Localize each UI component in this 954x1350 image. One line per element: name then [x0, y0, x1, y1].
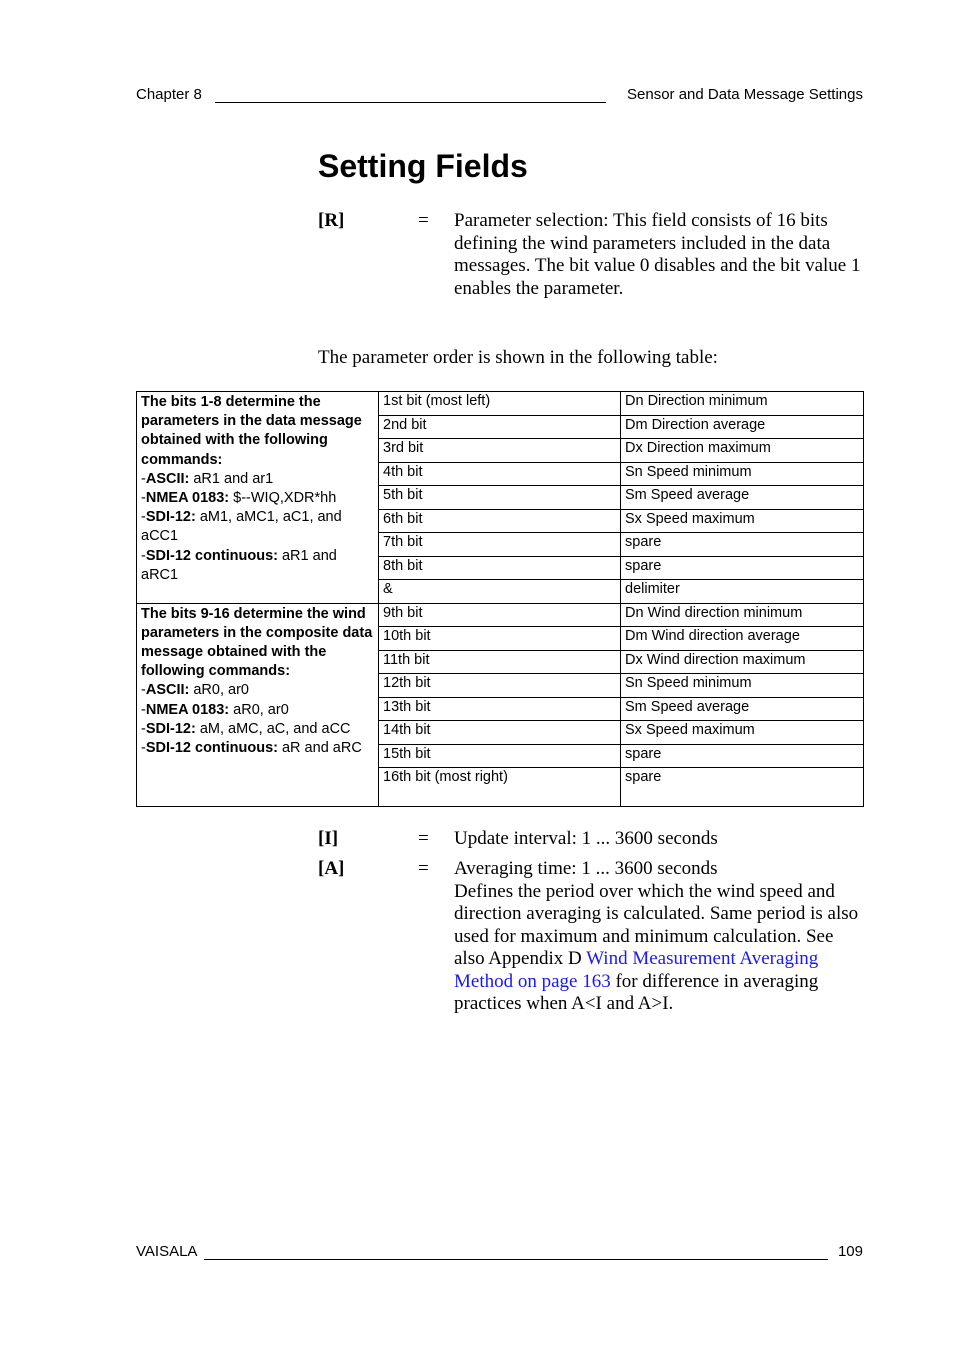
bit-position: 6th bit: [379, 509, 621, 533]
field-i: [318, 828, 863, 852]
chapter-label: Chapter 8: [136, 86, 202, 103]
command-protocol: SDI-12 continuous:: [145, 739, 278, 756]
field-a: [318, 858, 863, 1018]
command-line: -SDI-12 continuous: aR1 and aRC1: [141, 547, 337, 583]
parameter-name: Sx Speed maximum: [621, 721, 864, 745]
bit-position: 14th bit: [379, 721, 621, 745]
field-i-equals: =: [418, 828, 429, 849]
bit-position: 8th bit: [379, 556, 621, 580]
bit-position: 1st bit (most left): [379, 392, 621, 416]
command-values: aR0, ar0: [229, 701, 289, 718]
command-description-group1: [137, 392, 379, 604]
command-line: -SDI-12: aM1, aMC1, aC1, and aCC1: [141, 509, 342, 545]
parameter-name: Dn Wind direction minimum: [621, 603, 864, 627]
command-protocol: SDI-12 continuous:: [145, 547, 278, 564]
parameter-name: spare: [621, 768, 864, 807]
command-protocol: ASCII:: [145, 470, 190, 487]
command-line: -NMEA 0183: aR0, ar0: [141, 701, 289, 718]
bit-position: 12th bit: [379, 674, 621, 698]
command-line: -SDI-12: aM, aMC, aC, and aCC: [141, 720, 351, 737]
parameter-name: delimiter: [621, 580, 864, 604]
table-row: [137, 603, 864, 627]
field-a-key: [A]: [318, 858, 345, 879]
bit-position: &: [379, 580, 621, 604]
command-protocol: NMEA 0183:: [145, 490, 230, 507]
parameter-name: spare: [621, 744, 864, 768]
command-protocol: ASCII:: [145, 682, 190, 699]
table-row: [137, 392, 864, 416]
field-i-description: Update interval: 1 ... 3600 seconds: [454, 828, 718, 849]
command-values: aM, aMC, aC, and aCC: [195, 720, 351, 737]
bit-position: 5th bit: [379, 486, 621, 510]
field-a-description: [454, 858, 864, 1016]
command-line: -SDI-12 continuous: aR and aRC: [141, 739, 362, 756]
field-i-key: [I]: [318, 828, 339, 849]
field-a-text-after: for difference in averaging practices when A<I and A>I.: [454, 970, 819, 1014]
parameter-name: Dm Wind direction average: [621, 627, 864, 651]
command-values: aR0, ar0: [189, 682, 249, 699]
table-intro: The parameter order is shown in the following table:: [318, 347, 718, 368]
bit-position: 13th bit: [379, 697, 621, 721]
parameter-name: spare: [621, 533, 864, 557]
bit-position: 2nd bit: [379, 415, 621, 439]
command-values: aR1 and ar1: [189, 470, 274, 487]
parameter-name: Sn Speed minimum: [621, 462, 864, 486]
bit-position: 10th bit: [379, 627, 621, 651]
page-footer: [136, 1243, 863, 1263]
parameter-name: Sx Speed maximum: [621, 509, 864, 533]
command-values: aR and aRC: [277, 739, 362, 756]
parameter-name: Dn Direction minimum: [621, 392, 864, 416]
section-title: Sensor and Data Message Settings: [627, 86, 863, 103]
field-r-key: [R]: [318, 210, 345, 231]
parameter-name: Dm Direction average: [621, 415, 864, 439]
command-values: aM1, aMC1, aC1, and aCC1: [141, 509, 342, 545]
field-a-line1: Averaging time: 1 ... 3600 seconds: [454, 858, 718, 879]
bit-position: 15th bit: [379, 744, 621, 768]
command-line: -ASCII: aR1 and ar1: [141, 470, 274, 487]
page-header: [136, 86, 863, 106]
bit-position: 9th bit: [379, 603, 621, 627]
parameter-name: Sn Speed minimum: [621, 674, 864, 698]
appendix-link[interactable]: Wind Measurement Averaging Method on page 163: [454, 948, 819, 992]
command-line: -ASCII: aR0, ar0: [141, 682, 249, 699]
group-heading: The bits 9-16 determine the wind parameters in the composite data message obtained with the following commands:: [141, 605, 373, 680]
footer-rule: [204, 1259, 828, 1260]
parameter-name: Sm Speed average: [621, 697, 864, 721]
command-protocol: NMEA 0183:: [145, 701, 230, 718]
command-protocol: SDI-12:: [145, 720, 196, 737]
field-a-equals: =: [418, 858, 429, 879]
field-r: [318, 210, 863, 302]
page-title: Setting Fields: [318, 148, 528, 184]
header-rule: [215, 102, 606, 103]
field-r-description: Parameter selection: This field consists of 16 bits defining the wind parameters included in the data messages. The bit value 0 disables and the bit value 1 enables the parameter.: [454, 210, 861, 299]
command-values: $--WIQ,XDR*hh: [229, 490, 337, 507]
bit-position: 11th bit: [379, 650, 621, 674]
bit-position: 4th bit: [379, 462, 621, 486]
group-heading: The bits 1-8 determine the parameters in the data message obtained with the following commands:: [141, 394, 362, 468]
field-a-text-before: Defines the period over which the wind speed and direction averaging is calculated. Same period is also used for maximum and minimum calculation. See also Appendix D: [454, 880, 859, 969]
bit-position: 16th bit (most right): [379, 768, 621, 807]
command-description-group2: [137, 603, 379, 807]
command-values: aR1 and aRC1: [141, 547, 337, 583]
page-number: 109: [837, 1243, 863, 1260]
parameter-name: Sm Speed average: [621, 486, 864, 510]
command-protocol: SDI-12:: [145, 509, 196, 526]
parameter-name: spare: [621, 556, 864, 580]
parameter-name: Dx Direction maximum: [621, 439, 864, 463]
bit-parameter-table: [136, 391, 864, 807]
bit-position: 7th bit: [379, 533, 621, 557]
bit-position: 3rd bit: [379, 439, 621, 463]
parameter-name: Dx Wind direction maximum: [621, 650, 864, 674]
command-line: -NMEA 0183: $--WIQ,XDR*hh: [141, 490, 337, 507]
company-name: VAISALA: [136, 1243, 198, 1260]
field-r-equals: =: [418, 210, 429, 231]
